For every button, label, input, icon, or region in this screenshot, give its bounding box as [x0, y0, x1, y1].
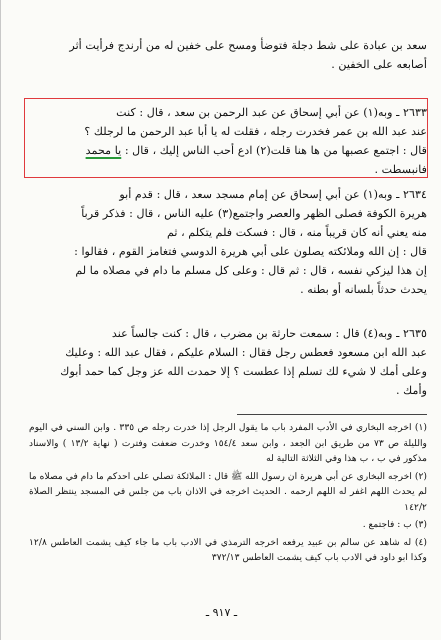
text-line	[29, 141, 427, 160]
text-line: وأمك .	[395, 384, 427, 397]
underlined-phrase: يا محمد	[85, 144, 122, 157]
text-line: عند عبد الله بن عمر فخدرت رجله ، فقلت له يا أبا عبد الرحمن ما لرجلك ؟	[84, 125, 427, 138]
text-line: أصابعه على الخفين .	[331, 58, 427, 71]
hadith-2634	[29, 185, 427, 299]
intro-paragraph	[29, 36, 427, 74]
hadith-2633	[29, 103, 427, 179]
footnote: (٤) له شاهد عن سالم بن عبيد يرفعه اخرجه الترمذي في الادب باب ما جاء كيف يشمت العاطس ١٢/٨ وكذا ابو داود في الادب باب كيف يشمت العاطس ٣٧٢/١٣	[29, 536, 427, 563]
footnote-divider	[237, 414, 427, 415]
text-line: يحدث حدثاً بلسانه أو بطنه .	[300, 283, 427, 296]
text-line: سعد بن عبادة على شط دجلة فتوضأ ومسح على خفين له من أرندج فرأيت أثر	[69, 39, 427, 52]
text-line: قال : إن الله وملائكته يصلون على أبي هريرة الدوسي فتغامز القوم ، فقالوا :	[74, 245, 427, 258]
text-line: هريرة الكوفة فصلى الظهر والعصر واجتمع(٣) عليه الناس ، قال : فذكر قرباً	[81, 207, 427, 220]
hadith-2635	[29, 324, 427, 400]
text-line: ٢٦٣٥ ـ وبه(٤) قال : سمعت حارثة بن مضرب ، قال : كنت جالساً عند	[111, 327, 427, 340]
text-line-part: قال : اجتمع عصبها من ها هنا قلت(٢) ادع أحب الناس إليك ، قال :	[124, 144, 427, 157]
text-line: ٢٦٣٤ ـ وبه(١) عن أبي إسحاق عن إمام مسجد سعد ، قال : قدم أبو	[119, 188, 427, 201]
text-line: وعلى أمك لا شيء لك تسلم إذا عطست ؟ إلا حمدت الله عز وجل كما حمد أبوك	[60, 365, 427, 378]
text-line: ٢٦٣٣ ـ وبه(١) عن أبي إسحاق عن عبد الرحمن بن سعد ، قال : كنت	[116, 106, 427, 119]
text-line: إن هذا ليزكي نفسه ، قال : ثم قال : وعلى كل مسلم ما دام في مصلاه ما لم	[75, 264, 427, 277]
page-number: ـ ٩١٧ ـ	[205, 606, 238, 619]
text-line: منه يعني أنه كان قريباً منه ، قال : فسكت فلم يتكلم ، ثم	[166, 226, 427, 239]
footnote: (٢) اخرجه البخاري عن أبي هريرة ان رسول الله ﷺ قال : الملائكة تصلي على احدكم ما دام في مصلاه ما لم يحدث اللهم اغفر له اللهم ارحمه . الحديث اخرجه في الاذان باب من جلس في المسجد ينتظر الصلاة ١٤٢/٢	[29, 470, 427, 513]
text-line: عبد الله ابن مسعود فعطس رجل فقال : السلام عليكم ، فقال عبد الله : وعليك	[65, 346, 427, 359]
footnotes	[29, 420, 427, 568]
footnote: (١) اخرجه البخاري في الأدب المفرد باب ما يقول الرجل إذا خدرت رجله ص ٣٣٥ . وابن السني في اليوم والليلة ص ٧٣ من طريق ابن الجعد ، وابن سعد ١٥٤/٤ وخدرت ضعفت وفترت ( نهاية ١٣/٢ ) والاسناد مذكور في ب ، ب هذا وفي الثلاثة التالية له	[29, 422, 427, 464]
text-line: فانبسطت .	[374, 163, 427, 176]
footnote: (٣) ب : فاجتمع .	[362, 519, 427, 530]
